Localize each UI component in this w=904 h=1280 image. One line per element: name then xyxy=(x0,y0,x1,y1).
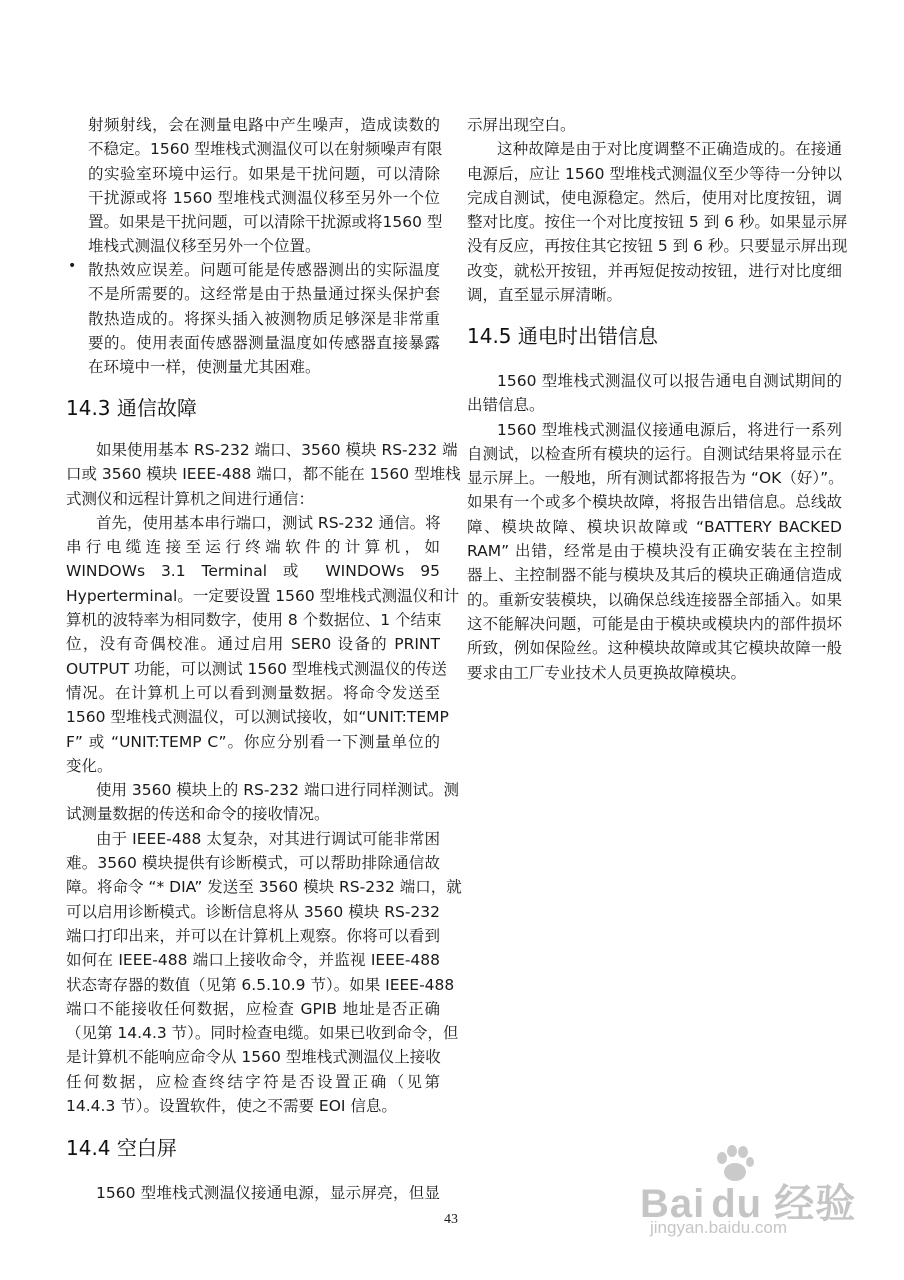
text-line: 这种故障是由于对比度调整不正确造成的。在接通 xyxy=(497,140,842,159)
text-line: 任何数据，应检查终结字符是否设置正确（见第 xyxy=(66,1072,440,1091)
text-line: 14.4.3 节）。设置软件，使之不需要 EOI 信息。 xyxy=(66,1097,397,1116)
text-line: 如果使用基本 RS-232 端口、3560 模块 RS-232 端 xyxy=(96,441,458,459)
text-line: 整对比度。按住一个对比度按钮 5 到 6 秒。如果显示屏 xyxy=(467,213,848,232)
text-line: 如何在 IEEE-488 端口上接收命令，并监视 IEEE-488 xyxy=(66,951,440,970)
paragraph xyxy=(66,438,461,511)
text-line: 障。将命令 “* DIA” 发送至 3560 模块 RS-232 端口，就 xyxy=(66,878,462,897)
text-line: 调，直至显示屏清晰。 xyxy=(467,286,623,305)
text-line: 所致，例如保险丝。这种模块故障或其它模块故障一般 xyxy=(467,639,842,658)
text-line: 显示屏上。一般地，所有测试都将报告为 “OK（好）”。 xyxy=(467,469,844,488)
bullet-marker: • xyxy=(68,258,77,274)
text-line: Hyperterminal。一定要设置 1560 型堆栈式测温仪和计 xyxy=(66,586,460,605)
section-heading-14-3: 14.3 通信故障 xyxy=(66,396,197,420)
paragraph xyxy=(66,778,459,827)
text-line: 自测试，以检查所有模块的运行。自测试结果将显示在 xyxy=(467,444,842,463)
text-line: 首先，使用基本串行端口，测试 RS-232 通信。将 xyxy=(96,513,441,532)
bullet-continuation-text xyxy=(88,113,443,259)
text-line: 由于 IEEE-488 太复杂，对其进行调试可能非常困 xyxy=(96,829,440,848)
text-line: 可以启用诊断模式。诊断信息将从 3560 模块 RS-232 xyxy=(66,902,440,921)
text-line: 不是所需要的。这经常是由于热量通过探头保护套 xyxy=(88,285,440,304)
text-line: 口或 3560 模块 IEEE-488 端口，都不能在 1560 型堆栈 xyxy=(66,465,461,484)
section-14-4-body xyxy=(66,1181,440,1205)
text-line: F” 或 “UNIT:TEMP C”。你应分别看一下测量单位的 xyxy=(66,732,440,751)
text-line: 散热效应误差。问题可能是传感器测出的实际温度 xyxy=(88,261,440,279)
text-line: 障、模块故障、模块识故障或 “BATTERY BACKED xyxy=(467,517,842,536)
section-heading-14-5: 14.5 通电时出错信息 xyxy=(467,324,658,348)
text-line: 1560 型堆栈式测温仪可以报告通电自测试期间的 xyxy=(497,372,842,390)
text-line: 不稳定。1560 型堆栈式测温仪可以在射频噪声有限 xyxy=(88,140,443,159)
text-line: 散热造成的。将探头插入被测物质足够深是非常重 xyxy=(88,309,440,328)
paragraph xyxy=(467,418,842,685)
text-line: 电源后，应让 1560 型堆栈式测温仪至少等待一分钟以 xyxy=(467,164,842,183)
text-line: 位，没有奇偶校准。通过启用 SER0 设备的 PRINT xyxy=(66,635,440,654)
text-line: WINDOWs 3.1 Terminal 或 WINDOWs 95 xyxy=(66,562,440,581)
page-number: 43 xyxy=(444,1212,458,1227)
text-line: 式测仪和远程计算机之间进行通信： xyxy=(66,489,315,508)
text-line: 端口打印出来，并可以在计算机上观察。你将可以看到 xyxy=(66,926,440,945)
text-line: 要求由工厂专业技术人员更换故障模块。 xyxy=(467,663,747,682)
text-line: 使用 3560 模块上的 RS-232 端口进行同样测试。测 xyxy=(96,781,459,800)
text-line: 难。3560 模块提供有诊断模式，可以帮助排除通信故 xyxy=(66,854,440,873)
text-line: 变化。 xyxy=(66,756,113,775)
text-line: 的实验室环境中运行。如果是干扰问题，可以清除 xyxy=(88,164,440,183)
paragraph xyxy=(66,511,460,778)
paragraph xyxy=(467,369,842,418)
paragraph xyxy=(66,827,462,1119)
text-line: 1560 型堆栈式测温仪接通电源后，将进行一系列 xyxy=(497,420,842,439)
text-line: RAM” 出错，经常是由于模块没有正确安装在主控制 xyxy=(467,542,842,561)
text-line: 改变，就松开按钮，并再短促按动按钮，进行对比度细 xyxy=(467,261,842,280)
text-line: 堆栈式测温仪移至另外一个位置。 xyxy=(88,237,321,256)
text-line: 这不能解决问题，可能是由于模块或模块内的部件损坏 xyxy=(467,614,842,633)
text-line: 端口不能接收任何数据，应检查 GPIB 地址是否正确 xyxy=(66,999,440,1018)
text-line: 示屏出现空白。 xyxy=(467,116,576,134)
text-line: （见第 14.4.3 节）。同时检查电缆。如果已收到命令，但 xyxy=(66,1024,459,1043)
text-line: OUTPUT 功能，可以测试 1560 型堆栈式测温仪的传送 xyxy=(66,659,447,678)
text-line: 置。如果是干扰问题，可以清除干扰源或将1560 型 xyxy=(88,213,443,232)
text-line: 器上、主控制器不能与模块及其后的模块正确通信造成 xyxy=(467,566,842,585)
text-line: 是计算机不能响应命令从 1560 型堆栈式测温仪上接收 xyxy=(66,1048,441,1067)
text-line: 没有反应，再按住其它按钮 5 到 6 秒。只要显示屏出现 xyxy=(467,237,848,256)
section-14-4-continuation xyxy=(467,113,842,137)
text-line: 状态寄存器的数值（见第 6.5.10.9 节）。如果 IEEE-488 xyxy=(66,975,455,994)
text-line: 串行电缆连接至运行终端软件的计算机，如 xyxy=(66,538,440,557)
text-line: 1560 型堆栈式测温仪接通电源，显示屏亮，但显 xyxy=(96,1184,440,1202)
baidu-jingyan-watermark: Bai du 经验 jingyan.baidu.com xyxy=(640,1150,870,1240)
text-line: 试测量数据的传送和命令的接收情况。 xyxy=(66,805,330,824)
text-line: 要的。使用表面传感器测量温度如传感器直接暴露 xyxy=(88,333,440,352)
text-line: 的。重新安装模块，以确保总线连接器全部插入。如果 xyxy=(467,590,842,609)
bullet-item-heat-error xyxy=(88,258,440,379)
text-line: 完成自测试，使电源稳定。然后，使用对比度按钮，调 xyxy=(467,188,842,207)
section-14-5-body xyxy=(467,369,842,685)
text-line: 射频射线，会在测量电路中产生噪声，造成读数的 xyxy=(88,116,440,134)
section-14-3-body xyxy=(66,438,462,1118)
section-14-4-paragraph-2 xyxy=(467,137,848,307)
text-line: 在环境中一样，使测量尤其困难。 xyxy=(88,358,321,377)
text-line: 算机的波特率为相同数字，使用 8 个数据位、1 个结束 xyxy=(66,611,442,630)
text-line: 如果有一个或多个模块故障，将报告出错信息。总线故 xyxy=(467,493,842,512)
text-line: 情况。在计算机上可以看到测量数据。将命令发送至 xyxy=(66,683,440,702)
text-line: 1560 型堆栈式测温仪，可以测试接收，如“UNIT:TEMP xyxy=(66,708,449,727)
text-line: 出错信息。 xyxy=(467,396,545,415)
section-heading-14-4: 14.4 空白屏 xyxy=(66,1136,177,1160)
text-line: 干扰源或将 1560 型堆栈式测温仪移至另外一个位 xyxy=(88,188,440,207)
